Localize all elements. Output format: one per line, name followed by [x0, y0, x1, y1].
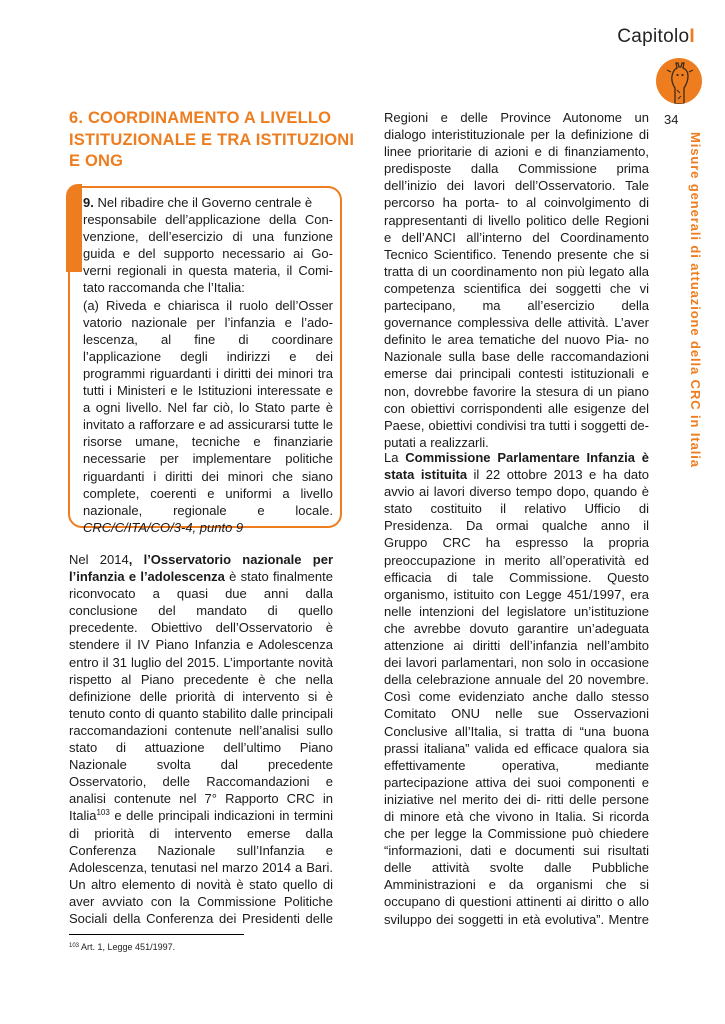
recommendation-tab	[66, 184, 82, 272]
footnote: $^{103}$ Art. 1, Legge 451/1997.	[69, 942, 176, 952]
giraffe-icon	[656, 58, 702, 104]
recommendation-text: 9. Nel ribadire che il Governo centrale è responsabile dell’applicazione della Con- venzione, dell’esercizio di una funzione guida e del supporto necessario ai Go- verni regionali in questa materia, il Comi- tato raccomanda che l’Italia: (a) Riveda e chiarisca il ruolo dell’Osser vatorio nazionale per l’infanzia e l’ado- lescenza, al fine di coordinare l’applicazione degli indirizzi e dei programmi riguardanti i diritti dei minori tra tutti i Ministeri e le Istituzioni interessate e a ogni livello. Nel far ciò, lo Stato parte è invitato a rafforzare e ad assicurarsi tutte le risorse umane, tecniche e finanziarie necessarie per implementare politiche riguardanti i diritti dei minori che siano complete, coerenti e uniformi a livello nazionale, regionale e locale. CRC/C/ITA/CO/3-4, punto 9	[83, 195, 333, 535]
heading-line: ISTITUZIONALE E TRA ISTITUZIONI	[69, 130, 355, 149]
section-heading	[69, 108, 355, 173]
heading-line: 6. COORDINAMENTO A LIVELLO	[69, 109, 332, 127]
recommendation-number: 9.	[83, 195, 94, 210]
chapter-label: CapitoloI	[617, 26, 695, 47]
right-column-text: Regioni e delle Province Autonome un dialogo interistituzionale per la definizione di linee prioritarie di azioni e di finanziamento, predisposte dalla Commissione prima dell’inizio dei lavori dell’Osservatorio. Tale percorso ha porta- to al coinvolgimento di rappresentanti di livello politico delle Regioni e dell’ANCI all’interno del Coordinamento Tecnico Scientifico. Tenendo presente che si tratta di un coordinamento non più legato alla competenza scientifica dei soggetti che vi partecipano, ma all’esercizio della governance complessiva delle attività. L’aver definito le area tematiche del nuovo Pia- no Nazionale sulla base delle raccomandazioni emerse dai principali contesti istituzionali e non, dovrebbe favorire la stesura di un piano con obiettivi corrispondenti alle esigenze del Paese, obiettivi condivisi tra tutti i soggetti de- putati a realizzarli.	[384, 110, 649, 450]
page-number: 34	[664, 112, 679, 127]
footnote-divider	[69, 934, 244, 935]
side-title: Misure generali di attuazione della CRC in Italia	[688, 132, 703, 468]
heading-line: E ONG	[69, 152, 124, 170]
left-column-text: Nel 2014, l’Osservatorio nazionale per l’infanzia e l’adolescenza è stato finalmente riconvocato a quasi due anni dalla conclusione del mandato di quello precedente. Obiettivo dell’Osservatorio è stendere il IV Piano Infanzia e Adolescenza entro il 31 luglio del 2015. L’importante novità rispetto al Piano precedente è che nella definizione delle priorità di intervento si è tenuto conto di quanto stabilito dalle principali raccomandazioni contenute nell’analisi sullo stato di attuazione dell’ultimo Piano Nazionale svolta dal precedente Osservatorio, delle Raccomandazioni e analisi contenute nel 7° Rapporto CRC in Italia$^{103}$ e delle principali indicazioni in termini di priorità di intervento emerse dalla Conferenza Nazionale sull’Infanzia e Adolescenza, tenutasi nel marzo 2014 a Bari. Un altro elemento di novità è stato quello di aver avviato con la Commissione Politiche Sociali della Conferenza dei Presidenti delle	[69, 552, 333, 926]
right-column-text-2: La Commissione Parlamentare Infanzia è stata istituita il 22 ottobre 2013 e ha dato avvio ai lavori diverso tempo dopo, quando è stato costituito il relativo Ufficio di Presidenza. Da ormai qualche anno il Gruppo CRC ha espresso la propria preoccupazione in merito all’operatività ed efficacia di tale Commissione. Questo organismo, istituito con Legge 451/1997, era nelle intenzioni del legislatore un’istituzione che avrebbe dovuto garantire un’adeguata attenzione ai diritti dell’infanzia nell’ambito dei lavori parlamentari, non solo in occasione della celebrazione annuale del 20 novembre. Così come evidenziato anche dallo stesso Comitato ONU nelle sue Osservazioni Conclusive all’Italia, si tratta di “una buona prassi italiana” valida ed efficace qualora sia effettivamente operativa, mediante partecipazione attiva dei suoi componenti e iniziative nel merito dei di- ritti delle persone di minore età che vivono in Italia. Si ricorda che per legge la Commissione può chiedere “informazioni, dati e documenti sui risultati delle attività svolte dalle Pubbliche Amministrazioni e da organismi che si occupano di questioni attinenti ai diritto o allo sviluppo dei soggetti in età evolutiva”. Mentre	[384, 450, 649, 927]
recommendation-citation: CRC/C/ITA/CO/3-4, punto 9	[83, 519, 244, 535]
chapter-marker: I	[689, 26, 695, 47]
footnote-ref: 103	[96, 808, 110, 818]
